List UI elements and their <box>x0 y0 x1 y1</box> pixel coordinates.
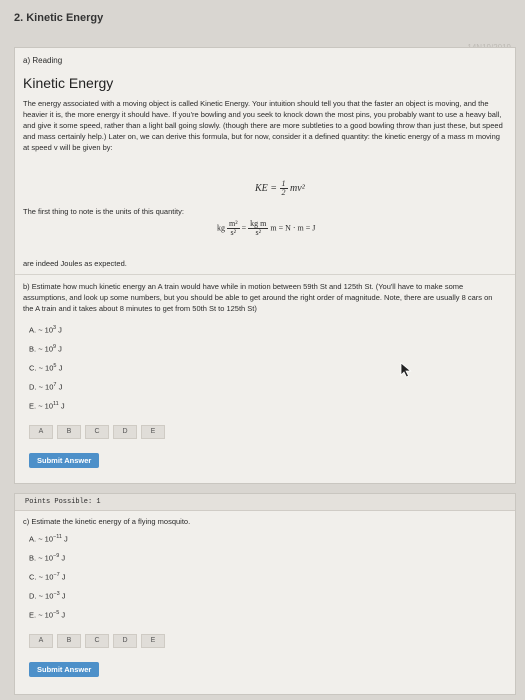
choice-b-e[interactable] <box>29 401 65 411</box>
units-outro: are indeed Joules as expected. <box>23 259 127 268</box>
formula-rhs: mv² <box>290 182 305 194</box>
choice-exp: −9 <box>53 553 60 559</box>
formula-denominator: 2 <box>281 188 286 197</box>
choice-unit: J <box>58 325 62 335</box>
choice-unit: J <box>58 363 63 373</box>
divider <box>15 274 515 275</box>
section-heading: Kinetic Energy <box>23 75 114 91</box>
choice-c-b[interactable] <box>29 553 65 563</box>
choice-letter: E. <box>29 610 37 620</box>
choice-letter: A. <box>29 534 37 544</box>
answer-button-d[interactable]: D <box>113 634 137 648</box>
ke-formula <box>255 180 305 197</box>
units-den-2: s² <box>255 228 262 237</box>
answer-button-a[interactable]: A <box>29 425 53 439</box>
choice-letter: E. <box>29 401 37 411</box>
page-title: 2. Kinetic Energy <box>14 12 104 24</box>
choice-unit: J <box>64 534 68 544</box>
choice-exp: 5 <box>53 363 57 369</box>
choice-exp: −5 <box>53 610 60 616</box>
submit-answer-button-c[interactable]: Submit Answer <box>29 662 99 677</box>
choice-base: ~ 10 <box>38 363 54 373</box>
choice-base: ~ 10 <box>38 325 53 335</box>
question-card-c <box>14 493 516 695</box>
units-eq-1: = <box>241 223 247 233</box>
formula-lhs: KE = <box>255 182 278 194</box>
choice-unit: J <box>61 553 66 563</box>
choice-letter: C. <box>29 363 37 373</box>
choice-exp: 9 <box>53 344 57 350</box>
units-num-2: kg m <box>250 219 267 228</box>
answer-button-e[interactable]: E <box>141 634 165 648</box>
formula-numerator: 1 <box>281 179 286 188</box>
part-c-prompt: c) Estimate the kinetic energy of a flying mosquito. <box>23 517 191 526</box>
choice-exp: −7 <box>53 572 60 578</box>
part-a-label: a) Reading <box>23 56 63 65</box>
choice-letter: C. <box>29 572 37 582</box>
formula-fraction <box>280 180 288 197</box>
choice-unit: J <box>61 572 66 582</box>
answer-button-a[interactable]: A <box>29 634 53 648</box>
choice-base: ~ 10 <box>38 572 54 582</box>
choice-unit: J <box>61 591 66 601</box>
choice-unit: J <box>58 382 63 392</box>
units-intro: The first thing to note is the units of this quantity: <box>23 207 184 216</box>
answer-button-b[interactable]: B <box>57 425 81 439</box>
answer-button-c[interactable]: C <box>85 634 109 648</box>
submit-answer-button-b[interactable]: Submit Answer <box>29 453 99 468</box>
units-kg: kg <box>217 223 225 233</box>
choice-base: ~ 10 <box>38 534 53 544</box>
answer-letter-buttons-b <box>29 425 165 439</box>
answer-button-e[interactable]: E <box>141 425 165 439</box>
choice-base: ~ 10 <box>38 610 53 620</box>
choice-b-d[interactable] <box>29 382 62 392</box>
units-formula <box>217 220 315 237</box>
choice-base: ~ 10 <box>38 401 53 411</box>
choice-c-c[interactable] <box>29 572 66 582</box>
choice-letter: B. <box>29 344 37 354</box>
units-frac-2 <box>248 220 268 237</box>
choice-letter: D. <box>29 591 37 601</box>
units-num-1: m² <box>229 219 238 228</box>
choice-c-d[interactable] <box>29 591 66 601</box>
choice-letter: B. <box>29 553 37 563</box>
choice-unit: J <box>61 610 66 620</box>
choice-unit: J <box>60 401 65 411</box>
answer-letter-buttons-c <box>29 634 165 648</box>
choice-b-a[interactable] <box>29 325 62 335</box>
choice-base: ~ 10 <box>38 382 54 392</box>
points-possible: Points Possible: 1 <box>15 494 515 511</box>
reading-paragraph: The energy associated with a moving object is called Kinetic Energy. Your intuition should tell you that the faster an object is moving, and the heavier it is, the more energy it should have. If you're bowling and you seek to knock down the most pins, you probably want to use a heavy ball, and give it some speed, rather than a light ball going slowly. (though there are more subtleties to a good bowling throw than just these, but speed and mass certainly help.) Later on, we can derive this formula, but for now, consider it a defined quantity: the kinetic energy of a mass m moving at speed v will be given by: <box>23 99 503 152</box>
choice-base: ~ 10 <box>38 591 54 601</box>
choice-exp: 3 <box>53 325 57 331</box>
choice-c-e[interactable] <box>29 610 65 620</box>
mouse-cursor-icon <box>400 362 412 383</box>
choice-c-a[interactable] <box>29 534 68 544</box>
choice-b-c[interactable] <box>29 363 62 373</box>
choice-letter: A. <box>29 325 37 335</box>
choice-b-b[interactable] <box>29 344 62 354</box>
answer-button-d[interactable]: D <box>113 425 137 439</box>
choice-base: ~ 10 <box>38 553 53 563</box>
question-card-ab <box>14 47 516 484</box>
part-b-prompt: b) Estimate how much kinetic energy an A train would have while in motion between 59th St and 125th St. (You'll have to make some assumptions, and look up some numbers, but you should be able to get around the right order of magnitude. Note, there are usually 8 cars on the A train and it takes about 8 minutes to get from 50th St to 125th St) <box>23 282 493 313</box>
choice-unit: J <box>58 344 62 354</box>
choice-exp: 7 <box>53 382 57 388</box>
answer-button-b[interactable]: B <box>57 634 81 648</box>
units-den-1: s² <box>230 228 237 237</box>
units-frac-1 <box>227 220 240 237</box>
choice-exp: 11 <box>53 401 59 407</box>
choice-exp: −3 <box>53 591 60 597</box>
answer-button-c[interactable]: C <box>85 425 109 439</box>
choice-base: ~ 10 <box>38 344 53 354</box>
choice-letter: D. <box>29 382 37 392</box>
units-rest: m = N · m = J <box>270 223 316 233</box>
choice-exp: −11 <box>53 534 62 540</box>
